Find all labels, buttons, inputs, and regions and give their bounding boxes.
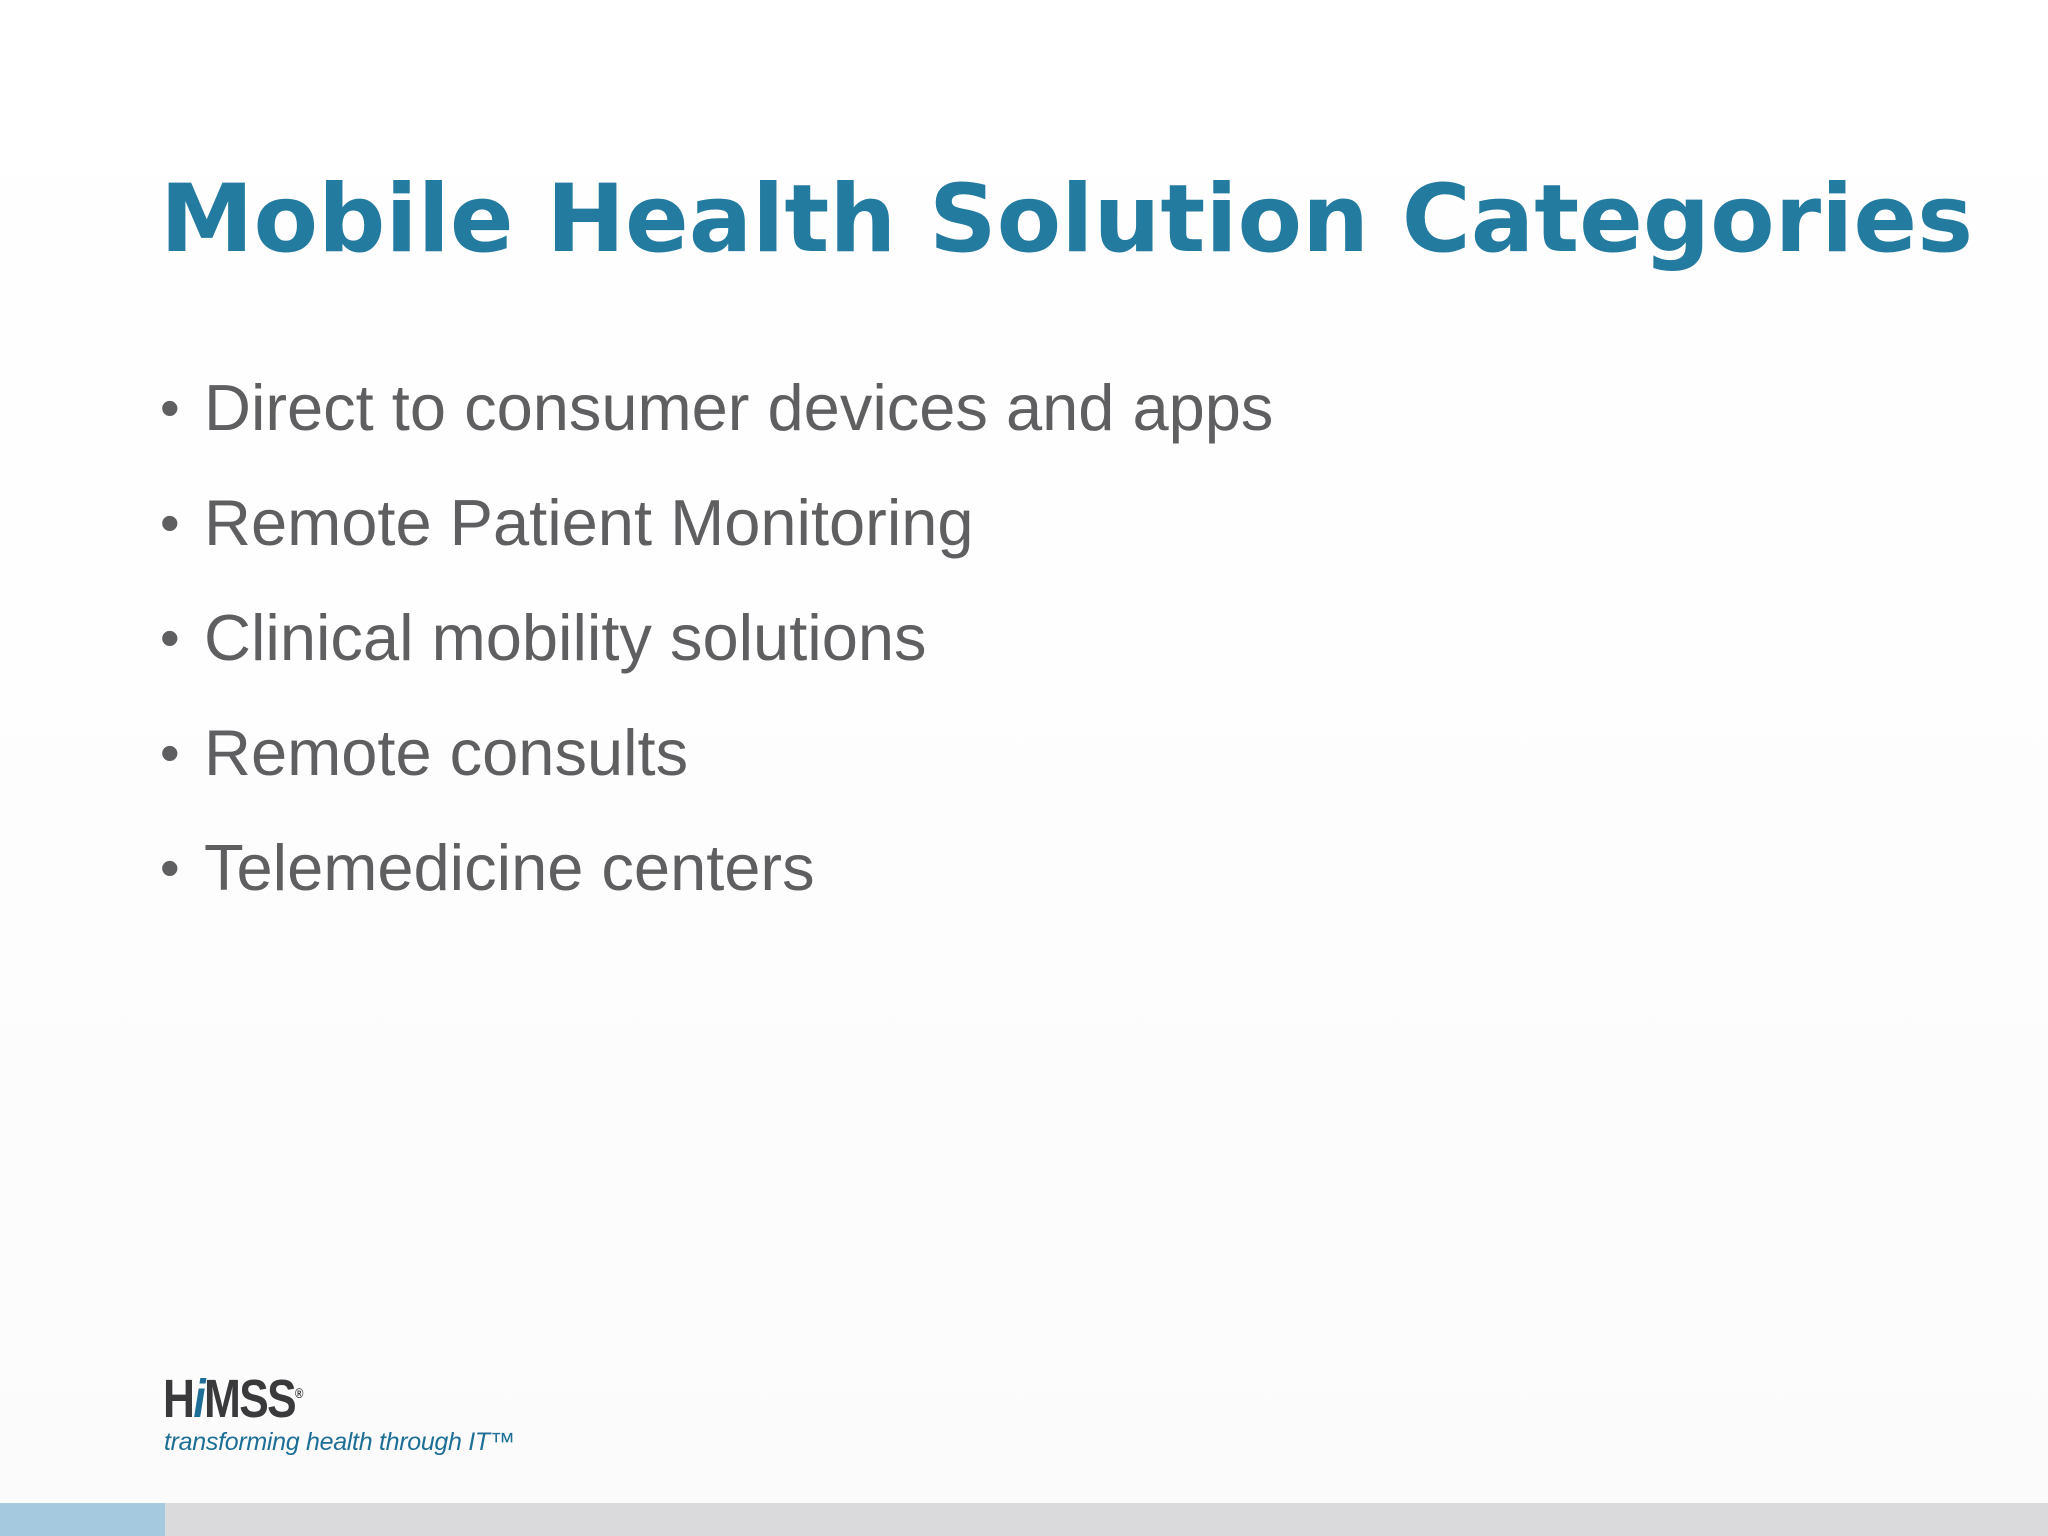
- bullet-item: [160, 695, 1273, 810]
- bullet-text: Remote consults: [204, 716, 689, 789]
- bullet-icon: •: [160, 376, 180, 439]
- logo-wordmark: [163, 1358, 302, 1434]
- bullet-item: [160, 580, 1273, 695]
- bullet-item: [160, 350, 1273, 465]
- bullet-text: Remote Patient Monitoring: [204, 486, 974, 559]
- bullet-text: Clinical mobility solutions: [204, 601, 927, 674]
- bullet-list: [160, 350, 1273, 925]
- logo-letters-mss: MSS: [204, 1369, 296, 1429]
- bullet-text: Direct to consumer devices and apps: [204, 371, 1274, 444]
- bullet-icon: •: [160, 836, 180, 899]
- registered-mark: ®: [295, 1385, 302, 1401]
- bullet-icon: •: [160, 606, 180, 669]
- bullet-icon: •: [160, 491, 180, 554]
- footer-accent-block: [0, 1503, 165, 1536]
- logo-letter-i: i: [193, 1369, 205, 1429]
- bullet-item: [160, 465, 1273, 580]
- bullet-icon: •: [160, 721, 180, 784]
- himss-logo: [163, 1358, 515, 1468]
- footer-bar: [0, 1503, 2048, 1536]
- bullet-item: [160, 810, 1273, 925]
- logo-letter-h: H: [163, 1369, 194, 1429]
- bullet-text: Telemedicine centers: [204, 831, 815, 904]
- slide-title: Mobile Health Solution Categories: [160, 165, 1974, 274]
- logo-tagline: transforming health through IT™: [164, 1428, 515, 1456]
